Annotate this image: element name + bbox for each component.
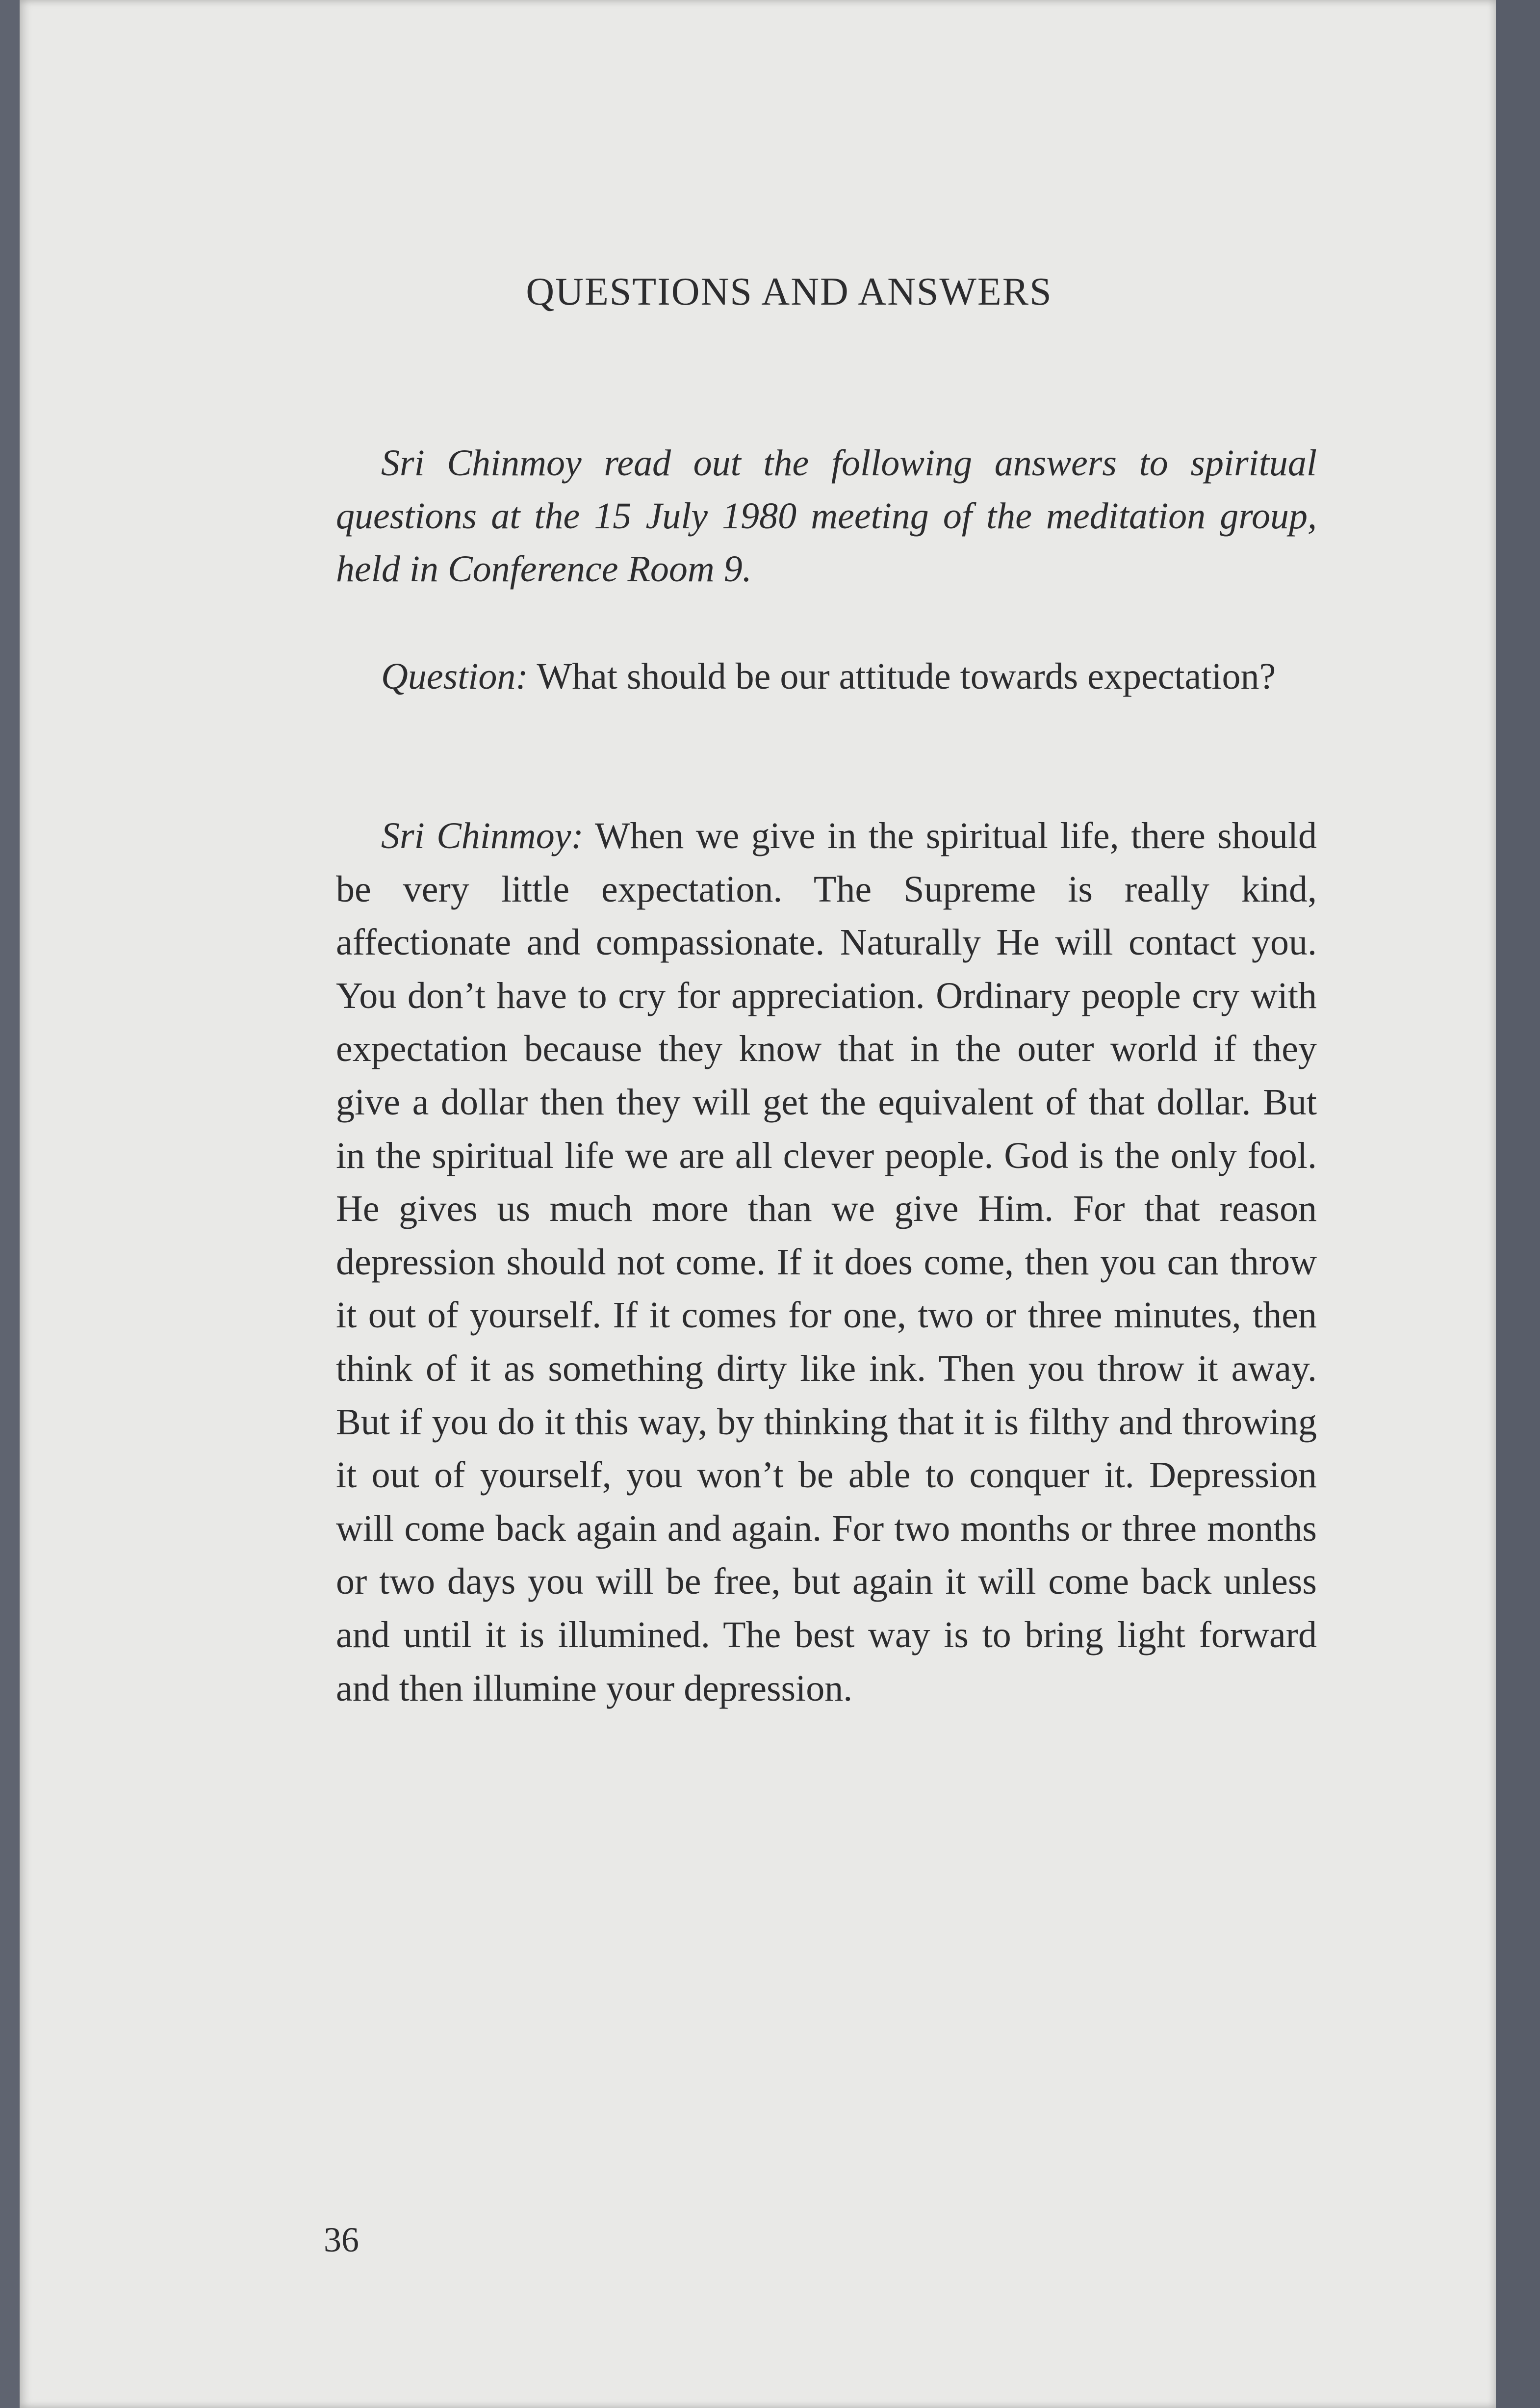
page-number: 36 <box>324 2220 359 2259</box>
question-speaker-label: Question: <box>381 656 528 697</box>
answer-paragraph <box>336 809 1317 1715</box>
question-paragraph <box>336 650 1317 703</box>
intro-paragraph: Sri Chinmoy read out the following answers to spiritual questions at the 15 July 1980 meeting of the meditation group, held in Conference Room 9. <box>336 442 1317 590</box>
paper-sheet <box>20 0 1496 2408</box>
page-title: QUESTIONS AND ANSWERS <box>526 270 1052 313</box>
answer-speaker-label: Sri Chinmoy: <box>381 815 584 856</box>
answer-text: When we give in the spiritual life, there should be very little expectation. The Supreme is really kind, affectionate and compassionate. Naturally He will contact you. You don’t have to cry for appreciation. Ordinary people cry with expectation because they know that in the outer world if they give a dollar then they will get the equivalent of that dollar. But in the spiritual life we are all clever people. God is the only fool. He gives us much more than we give Him. For that reason depression should not come. If it does come, then you can throw it out of yourself. If it comes for one, two or three minutes, then think of it as something dirty like ink. Then you throw it away. But if you do it this way, by thinking that it is filthy and throwing it out of yourself, you won’t be able to conquer it. Depression will come back again and again. For two months or three months or two days you will be free, but again it will come back unless and until it is illumined. The best way is to bring light forward and then illumine your depression. <box>336 815 1317 1709</box>
question-text: What should be our attitude towards expectation? <box>528 656 1276 697</box>
scan-edge <box>1496 0 1540 2408</box>
